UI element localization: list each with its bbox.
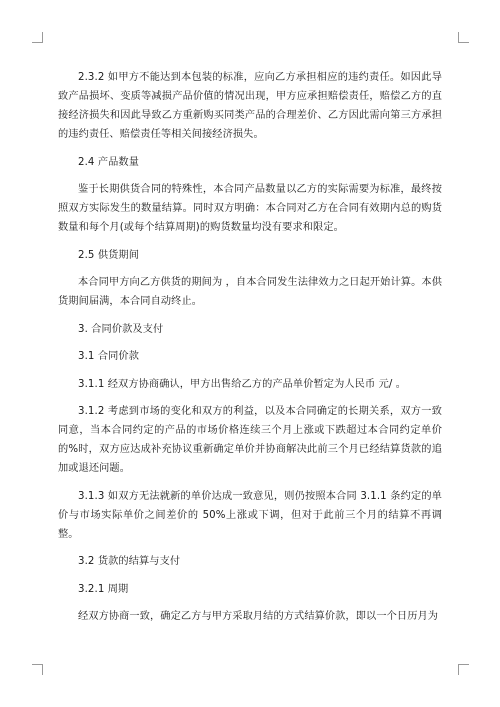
crop-mark-bottom-left (32, 664, 43, 675)
heading-3-2: 3.2 货款的结算与支付 (78, 556, 181, 567)
paragraph-2-5-body: 本合同甲方向乙方供货的期间为 ，自本合同发生法律效力之日起开始计算。本供货期间届满，本合同自动终止。 (58, 277, 442, 307)
paragraph-2-3-2: 2.3.2 如甲方不能达到本包装的标准，应向乙方承担相应的违约责任。如因此导致产品损坏、变质等减损产品价值的情况出现，甲方应承担赔偿责任，赔偿乙方的直接经济损失和因此导致乙方重新购买同类产品的合理差价、乙方因此需向第三方承担的违约责任、赔偿责任等相关间接经济损失。 (58, 72, 442, 140)
crop-mark-top-right (458, 32, 469, 43)
crop-mark-bottom-right (458, 664, 469, 675)
document-body (58, 68, 442, 635)
heading-3-2-1: 3.2.1 周期 (78, 583, 129, 595)
paragraph-3-1-1: 3.1.1 经双方协商确认，甲方出售给乙方的产品单价暂定为人民币 元/ 。 (78, 378, 407, 390)
paragraph-3-1-2: 3.1.2 考虑到市场的变化和双方的利益，以及本合同确定的长期关系，双方一致同意，当本合同约定的产品的市场价格连续三个月上涨或下跌超过本合同约定单价的%时，双方应达成补充协议重新确定单价并协商解决此前三个月已经结算货款的追加或退还问题。 (58, 406, 442, 474)
heading-3-1: 3.1 合同价款 (78, 351, 139, 362)
crop-mark-top-left (32, 32, 43, 43)
paragraph-3-2-1-body: 经双方协商一致，确定乙方与甲方采取月结的方式结算价款，即以一个日历月为 (78, 611, 439, 622)
heading-2-5: 2.5 供货期间 (78, 249, 139, 261)
paragraph-3-1-3: 3.1.3 如双方无法就新的单价达成一致意见，则仍按照本合同 3.1.1 条约定的单价与市场实际单价之间差价的 50%上涨或下调，但对于此前三个月的结算不再调整。 (58, 490, 442, 540)
heading-3: 3. 合同价款及支付 (78, 323, 164, 335)
paragraph-2-4-body: 鉴于长期供货合同的特殊性，本合同产品数量以乙方的实际需要为标准，最终按照双方实际发生的数量结算。同时双方明确：本合同对乙方在合同有效期内总的购货数量和每个月(或每个结算周期)的购货数量均没有要求和限定。 (58, 184, 442, 233)
heading-2-4: 2.4 产品数量 (78, 156, 139, 168)
